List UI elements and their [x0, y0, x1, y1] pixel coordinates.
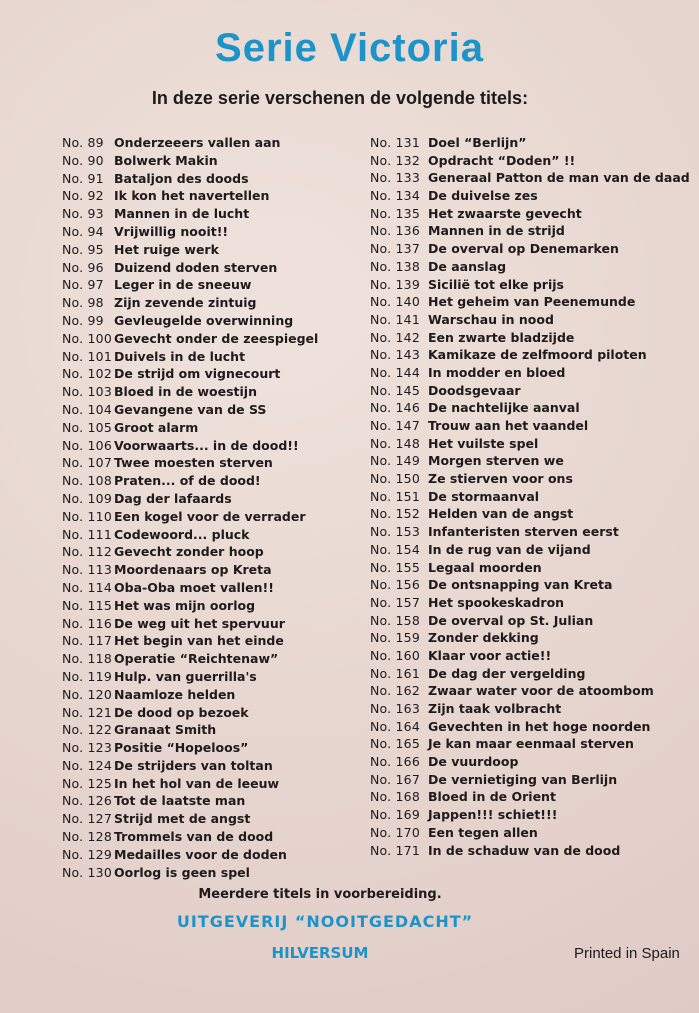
issue-number: No. 123 [62, 740, 112, 756]
issue-number: No. 170 [370, 824, 420, 840]
issue-number: No. 101 [62, 348, 112, 364]
title-entry [62, 704, 362, 722]
title-entry [370, 594, 695, 612]
issue-title: Gevecht onder de zeespiegel [114, 330, 319, 346]
title-entry [62, 472, 362, 490]
issue-number: No. 149 [370, 453, 420, 469]
title-entry [62, 490, 362, 508]
issue-number: No. 131 [370, 135, 420, 150]
issue-number: No. 95 [62, 241, 104, 257]
series-subtitle: In deze serie verschenen de volgende titels: [151, 88, 529, 108]
issue-title: De strijders van toltan [114, 757, 273, 773]
issue-title: Moordenaars op Kreta [114, 562, 272, 578]
title-entry [370, 629, 695, 647]
issue-title: Leger in de sneeuw [114, 277, 252, 293]
issue-title: Ze stierven voor ons [428, 471, 573, 487]
issue-number: No. 168 [370, 789, 420, 805]
issue-title: Het ruige werk [114, 241, 219, 257]
issue-title: De overval op St. Julian [428, 612, 594, 628]
title-entry [370, 541, 695, 559]
title-entry [62, 864, 362, 882]
title-entry [370, 488, 695, 506]
issue-title: Medailles voor de doden [114, 846, 287, 862]
title-entry [62, 312, 362, 330]
issue-title: De dag der vergelding [428, 665, 586, 681]
issue-title: Zijn zevende zintuig [114, 295, 257, 311]
printed-in-note: Printed in Spain [574, 945, 680, 962]
issue-title: Naamloze helden [114, 686, 236, 702]
issue-title: De vuurdoop [428, 754, 519, 770]
issue-title: Kamikaze de zelfmoord piloten [428, 347, 647, 363]
issue-title: Tot de laatste man [114, 793, 246, 809]
issue-number: No. 113 [62, 562, 112, 578]
issue-title: Doodsgevaar [428, 382, 521, 398]
issue-title: Strijd met de angst [114, 811, 251, 827]
title-entry [370, 417, 695, 435]
title-entry [62, 561, 362, 579]
issue-number: No. 91 [62, 170, 104, 186]
title-entry [62, 223, 362, 241]
issue-number: No. 160 [370, 647, 420, 663]
issue-number: No. 147 [370, 418, 420, 433]
issue-number: No. 105 [62, 419, 112, 435]
title-entry [370, 824, 695, 842]
issue-number: No. 159 [370, 630, 420, 646]
issue-number: No. 92 [62, 188, 104, 204]
issue-title: De overval op Denemarken [428, 241, 619, 257]
title-entry [370, 523, 695, 541]
issue-number: No. 104 [62, 401, 112, 417]
issue-number: No. 108 [62, 473, 112, 489]
issue-number: No. 100 [62, 330, 112, 346]
issue-title: Onderzeeers vallen aan [114, 135, 281, 150]
title-entry [370, 169, 695, 187]
issue-title: Operatie “Reichtenaw” [114, 651, 279, 667]
title-list-left [62, 134, 362, 881]
issue-number: No. 120 [62, 686, 112, 702]
issue-title: In het hol van de leeuw [114, 775, 280, 791]
issue-number: No. 89 [62, 135, 104, 150]
issue-title: Klaar voor actie!! [428, 647, 552, 663]
issue-title: Praten... of de dood! [114, 473, 261, 489]
title-entry [62, 775, 362, 793]
title-entry [62, 205, 362, 223]
issue-title: Je kan maar eenmaal sterven [428, 736, 634, 752]
issue-title: De ontsnapping van Kreta [428, 577, 613, 593]
issue-number: No. 165 [370, 736, 420, 752]
issue-number: No. 166 [370, 754, 420, 770]
issue-title: Vrijwillig nooit!! [114, 223, 229, 239]
issue-title: Mannen in de lucht [114, 206, 250, 222]
issue-title: In modder en bloed [428, 364, 566, 380]
title-entry [62, 526, 362, 544]
issue-number: No. 110 [62, 508, 112, 524]
title-entry [370, 576, 695, 594]
issue-number: No. 126 [62, 793, 112, 809]
issue-title: Het begin van het einde [114, 633, 284, 649]
more-titles-note: Meerdere titels in voorbereiding. [198, 887, 442, 902]
title-entry [62, 383, 362, 401]
issue-title: De duivelse zes [428, 188, 538, 204]
issue-title: De weg uit het spervuur [114, 615, 285, 631]
issue-title: Zwaar water voor de atoombom [428, 683, 654, 699]
issue-number: No. 140 [370, 294, 420, 310]
issue-title: Opdracht “Doden” !! [428, 152, 576, 168]
issue-title: Gevecht zonder hoop [114, 544, 264, 560]
title-entry [370, 346, 695, 364]
issue-number: No. 134 [370, 188, 420, 204]
issue-number: No. 136 [370, 223, 420, 239]
title-entry [62, 454, 362, 472]
issue-number: No. 112 [62, 544, 112, 560]
issue-number: No. 130 [62, 864, 112, 880]
issue-number: No. 114 [62, 579, 112, 595]
issue-title: Bloed in de woestijn [114, 384, 257, 400]
issue-title: Een zwarte bladzijde [428, 329, 575, 345]
title-entry [62, 348, 362, 366]
issue-number: No. 122 [62, 722, 112, 738]
issue-number: No. 150 [370, 471, 420, 487]
title-entry [370, 152, 695, 170]
issue-title: Twee moesten sterven [114, 455, 273, 471]
issue-number: No. 102 [62, 366, 112, 382]
issue-number: No. 109 [62, 490, 112, 506]
title-entry [370, 470, 695, 488]
issue-title: Dag der lafaards [114, 490, 232, 506]
title-entry [370, 382, 695, 400]
title-entry [62, 170, 362, 188]
title-entry [62, 668, 362, 686]
title-list-right [370, 134, 695, 859]
issue-title: Codewoord... pluck [114, 526, 250, 542]
issue-number: No. 118 [62, 651, 112, 667]
issue-number: No. 142 [370, 329, 420, 345]
publisher-name: UITGEVERIJ “NOOITGEDACHT” [176, 912, 474, 931]
issue-title: Positie “Hopeloos” [114, 740, 249, 756]
issue-title: Oba-Oba moet vallen!! [114, 579, 274, 595]
issue-title: In de schaduw van de dood [428, 842, 621, 858]
issue-number: No. 132 [370, 152, 420, 168]
issue-title: De nachtelijke aanval [428, 400, 580, 416]
title-entry [370, 788, 695, 806]
title-entry [370, 842, 695, 860]
title-entry [370, 665, 695, 683]
title-entry [62, 597, 362, 615]
issue-number: No. 169 [370, 807, 420, 823]
issue-number: No. 146 [370, 400, 420, 416]
title-entry [370, 258, 695, 276]
title-entry [62, 241, 362, 259]
issue-number: No. 157 [370, 594, 420, 610]
issue-number: No. 99 [62, 312, 104, 328]
title-entry [62, 419, 362, 437]
title-entry [370, 806, 695, 824]
issue-title: Het was mijn oorlog [114, 597, 256, 613]
title-entry [370, 700, 695, 718]
issue-title: Doel “Berlijn” [428, 135, 527, 150]
issue-number: No. 153 [370, 524, 420, 540]
title-entry [370, 329, 695, 347]
issue-title: Helden van de angst [428, 506, 574, 522]
issue-number: No. 155 [370, 559, 420, 575]
title-entry [370, 222, 695, 240]
title-entry [62, 615, 362, 633]
issue-title: De vernietiging van Berlijn [428, 771, 618, 787]
series-title: Serie Victoria [215, 26, 484, 70]
issue-number: No. 117 [62, 633, 112, 649]
title-entry [62, 276, 362, 294]
issue-number: No. 107 [62, 455, 112, 471]
issue-title: Mannen in de strijd [428, 223, 565, 239]
title-entry [62, 543, 362, 561]
title-entry [370, 205, 695, 223]
issue-number: No. 143 [370, 347, 420, 363]
title-entry [370, 612, 695, 630]
title-entry [370, 364, 695, 382]
issue-number: No. 127 [62, 811, 112, 827]
issue-number: No. 167 [370, 771, 420, 787]
issue-number: No. 115 [62, 597, 112, 613]
title-entry [62, 259, 362, 277]
title-entry [370, 647, 695, 665]
issue-number: No. 164 [370, 718, 420, 734]
issue-number: No. 103 [62, 384, 112, 400]
issue-title: Zijn taak volbracht [428, 701, 562, 716]
title-entry [370, 187, 695, 205]
issue-number: No. 133 [370, 170, 420, 186]
title-entry [370, 240, 695, 258]
issue-number: No. 154 [370, 541, 420, 557]
issue-number: No. 128 [62, 829, 112, 845]
issue-title: De stormaanval [428, 488, 540, 504]
issue-title: Gevechten in het hoge noorden [428, 718, 651, 734]
issue-title: De strijd om vignecourt [114, 366, 281, 382]
issue-number: No. 162 [370, 683, 420, 699]
issue-number: No. 106 [62, 437, 112, 453]
title-entry [370, 735, 695, 753]
title-entry [370, 435, 695, 453]
issue-number: No. 144 [370, 364, 420, 380]
issue-number: No. 94 [62, 223, 104, 239]
title-entry [370, 718, 695, 736]
title-entry [62, 508, 362, 526]
title-entry [370, 311, 695, 329]
issue-title: Legaal moorden [428, 559, 542, 575]
title-entry [62, 437, 362, 455]
issue-title: Duivels in de lucht [114, 348, 246, 364]
issue-number: No. 121 [62, 704, 112, 720]
issue-number: No. 145 [370, 382, 420, 398]
title-entry [62, 792, 362, 810]
issue-title: Sicilië tot elke prijs [428, 276, 564, 292]
issue-title: Voorwaarts... in de dood!! [114, 437, 299, 453]
issue-title: Morgen sterven we [428, 453, 564, 469]
issue-title: Een kogel voor de verrader [114, 508, 306, 524]
issue-title: Trouw aan het vaandel [428, 418, 589, 433]
issue-title: Zonder dekking [428, 630, 539, 646]
issue-title: Het zwaarste gevecht [428, 205, 582, 221]
issue-number: No. 96 [62, 259, 104, 275]
issue-number: No. 93 [62, 206, 104, 222]
issue-title: Oorlog is geen spel [114, 864, 250, 880]
issue-number: No. 171 [370, 842, 420, 858]
title-entry [62, 134, 362, 152]
issue-title: Warschau in nood [428, 311, 554, 327]
issue-title: De aanslag [428, 258, 507, 274]
issue-title: Het vuilste spel [428, 435, 539, 451]
title-entry [62, 187, 362, 205]
issue-title: Bolwerk Makin [114, 152, 218, 168]
issue-number: No. 156 [370, 577, 420, 593]
issue-title: Generaal Patton de man van de daad [428, 170, 690, 186]
title-entry [370, 505, 695, 523]
issue-number: No. 152 [370, 506, 420, 522]
title-entry [370, 276, 695, 294]
issue-number: No. 137 [370, 241, 420, 257]
title-entry [62, 632, 362, 650]
issue-number: No. 129 [62, 846, 112, 862]
title-entry [62, 846, 362, 864]
issue-title: Het geheim van Peenemunde [428, 294, 636, 310]
title-entry [370, 771, 695, 789]
title-entry [62, 686, 362, 704]
issue-title: Bloed in de Orient [428, 789, 556, 805]
title-entry [62, 810, 362, 828]
issue-number: No. 97 [62, 277, 104, 293]
issue-number: No. 135 [370, 205, 420, 221]
title-entry [62, 721, 362, 739]
title-entry [62, 365, 362, 383]
issue-title: Gevleugelde overwinning [114, 312, 294, 328]
issue-title: Groot alarm [114, 419, 199, 435]
issue-title: Infanteristen sterven eerst [428, 524, 619, 540]
title-entry [370, 682, 695, 700]
title-entry [62, 828, 362, 846]
issue-title: De dood op bezoek [114, 704, 249, 720]
title-entry [62, 401, 362, 419]
title-entry [62, 757, 362, 775]
issue-number: No. 161 [370, 665, 420, 681]
issue-number: No. 90 [62, 152, 104, 168]
issue-title: Hulp. van guerrilla's [114, 668, 257, 684]
title-entry [370, 399, 695, 417]
issue-number: No. 141 [370, 311, 420, 327]
issue-title: Jappen!!! schiet!!! [428, 807, 558, 823]
title-entry [62, 579, 362, 597]
issue-title: Ik kon het navertellen [114, 188, 270, 204]
title-entry [62, 330, 362, 348]
issue-title: Het spookeskadron [428, 594, 565, 610]
title-entry [370, 134, 695, 152]
publisher-city: HILVERSUM [271, 944, 369, 962]
issue-number: No. 138 [370, 258, 420, 274]
title-entry [370, 293, 695, 311]
issue-number: No. 119 [62, 668, 112, 684]
issue-title: Trommels van de dood [114, 829, 274, 845]
title-entry [62, 650, 362, 668]
title-entry [62, 739, 362, 757]
issue-title: In de rug van de vijand [428, 541, 591, 557]
title-entry [62, 294, 362, 312]
issue-number: No. 139 [370, 276, 420, 292]
issue-title: Granaat Smith [114, 722, 217, 738]
issue-title: Duizend doden sterven [114, 259, 278, 275]
title-entry [370, 452, 695, 470]
issue-number: No. 158 [370, 612, 420, 628]
issue-number: No. 124 [62, 757, 112, 773]
issue-number: No. 151 [370, 488, 420, 504]
issue-number: No. 111 [62, 526, 112, 542]
title-entry [62, 152, 362, 170]
issue-number: No. 98 [62, 295, 104, 311]
issue-title: Bataljon des doods [114, 170, 249, 186]
issue-number: No. 148 [370, 435, 420, 451]
title-entry [370, 753, 695, 771]
issue-number: No. 116 [62, 615, 112, 631]
title-entry [370, 559, 695, 577]
issue-number: No. 125 [62, 775, 112, 791]
issue-title: Gevangene van de SS [114, 401, 267, 417]
issue-title: Een tegen allen [428, 824, 538, 840]
issue-number: No. 163 [370, 701, 420, 716]
